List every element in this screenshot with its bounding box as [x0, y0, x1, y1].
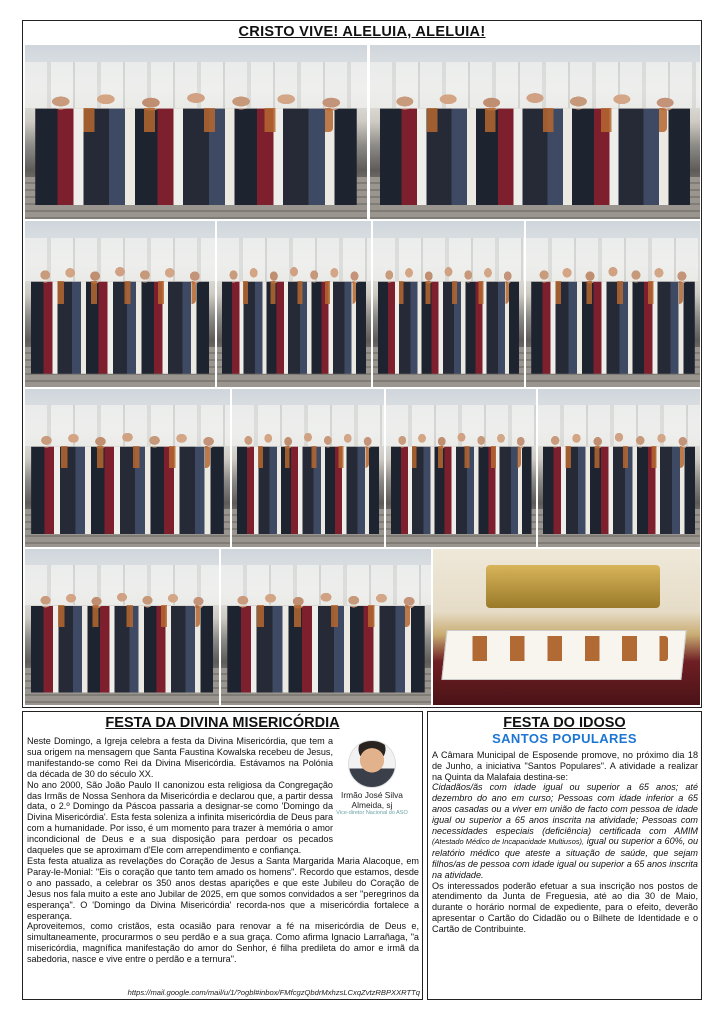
author-role: Vice-diretor Nacional do ASO: [336, 810, 408, 816]
group-photo: [25, 45, 367, 219]
article-title: FESTA DO IDOSO: [503, 715, 626, 731]
group-photo: [221, 549, 431, 705]
group-photo: [538, 389, 700, 547]
elderly-festival-article: [427, 711, 702, 1000]
group-photo: [25, 221, 215, 387]
group-photo: [232, 389, 384, 547]
group-photo: [25, 389, 230, 547]
eligibility-text: Cidadãos/ãs com idade igual ou superior a 65 anos; até dezembro do ano em curso; Pessoas com idade inferior a 65 anos casadas ou a viver em união de facto com pessoa de idade igual ou superior a 65 anos inscrita na atividade; Pessoas com necessidades especiais (deficiência) certificada com AMIM: [432, 782, 698, 836]
article-paragraph: A Câmara Municipal de Esposende promove, no próximo dia 18 de Junho, a iniciativa "Santos Populares". A atividade a realizar na Quinta da Malafaia destina-se:: [432, 750, 698, 782]
article-paragraph: No ano 2000, São João Paulo II canonizou esta religiosa da Congregação das Irmãs de Nossa Senhora da Misericórdia e declarou que, a partir dessa data, o 2.º Domingo da Páscoa passaria a designar-se como 'Domingo da Divina Misericórdia'. Esta festa soleniza a infinita misericórdia de Deus para com a humanidade. Por isso, é um momento para trazer à memória o amor incondicional de Deus e a sua disposição para perdoar os pecados daqueles que se aproximam d'Ele com arrependimento e confiança.: [27, 779, 333, 856]
group-photo: [526, 221, 700, 387]
group-photo: [373, 221, 524, 387]
article-body: [27, 736, 419, 996]
article-paragraph: Aproveitemos, como cristãos, esta ocasião para renovar a fé na misericórdia de Deus e, simultaneamente, procurarmos o seu perdão e a sua graça. Como afirma Ignacio Larrañaga, "a misericórdia, magnífica manifestação do amor do Senhor, é filha predileta do amor e irmã da sabedoria, nasce e vive entre o perdão e a ternura".: [27, 921, 419, 965]
photo-collage-section: [22, 20, 702, 708]
article-title: FESTA DA DIVINA MISERICÓRDIA: [105, 715, 340, 731]
amim-note: (Atestado Médico de Incapacidade Multiusos),: [432, 837, 585, 847]
article-paragraph: Neste Domingo, a Igreja celebra a festa da Divina Misericórdia, que tem a sua origem na mensagem que Santa Faustina Kowalska recebeu de Jesus, manifestando-se como Rei da Divina Misericórdia. Estávamos na Polónia da década de 30 do século XX.: [27, 736, 333, 779]
article-paragraph: Esta festa atualiza as revelações do Coração de Jesus a Santa Margarida Maria Alacoque, em Paray-le-Monial: "Eis o coração que tanto tem amado os homens". Recordo que estamos, desde o ano passado, a celebrar os 350 anos destas aparições e que este Jubileu do Coração de Jesus nos fala muito a este ano Jubilar de 2025, em que somos convidados a ser "peregrinos da esperança". O 'Domingo da Divina Misericórdia' recorda-nos que a misericórdia fortalece a esperança.: [27, 855, 419, 921]
article-paragraph: Os interessados poderão efetuar a sua inscrição nos postos de atendimento da Junta de Freguesia, até ao dia 30 de Maio, durante o horário normal de expediente, para o efeito, deverão apresentar o Cartão do Cidadão ou o Bilhete de Identidade e o Cartão de Contribuinte.: [432, 880, 698, 934]
eligibility-paragraph: [432, 782, 698, 880]
group-photo: [25, 549, 219, 705]
eligibility-text-cont: igual ou superior a 60%, ou relatório médico que ateste a situação de saúde, que sejam filhos/as de pessoa com idade igual ou superior a 65 anos inscrita na atividade.: [432, 836, 699, 880]
group-photo: [386, 389, 536, 547]
altar-photo: [433, 549, 700, 705]
article-subtitle: SANTOS POPULARES: [492, 731, 637, 746]
group-photo: [370, 45, 700, 219]
article-body: [432, 750, 698, 998]
author-name: Irmão José Silva Almeida, sj: [341, 790, 403, 810]
source-url: https://mail.google.com/mail/u/1/?ogbl#inbox/FMfcgzQbdrMxhzsLCxqZvtzRBPXXRTTq: [127, 988, 420, 997]
group-photo: [217, 221, 371, 387]
divine-mercy-article: [22, 711, 423, 1000]
collage-title: CRISTO VIVE! ALELUIA, ALELUIA!: [238, 24, 486, 40]
